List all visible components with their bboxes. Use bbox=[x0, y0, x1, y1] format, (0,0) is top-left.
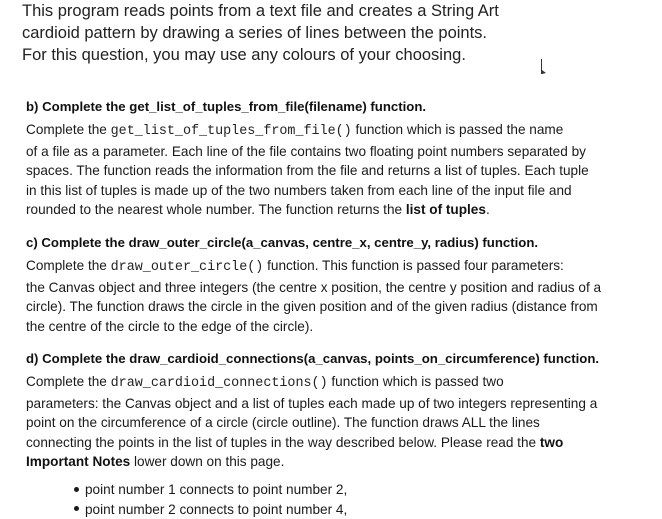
paragraph-line: of a file as a parameter. Each line of the file contains two floating point numbers separated by bbox=[26, 142, 589, 162]
text-run: function which is passed the name bbox=[352, 122, 564, 137]
list-item-text: point number 1 connects to point number 2, bbox=[85, 482, 347, 497]
bold-text: Important Notes bbox=[26, 454, 130, 469]
bold-text: two bbox=[540, 435, 563, 450]
bullet-icon bbox=[74, 487, 79, 492]
text-run: function which is passed two bbox=[328, 374, 504, 389]
section-b-paragraph bbox=[26, 120, 589, 220]
intro-line-2: cardioid pattern by drawing a series of lines between the points. bbox=[22, 22, 499, 44]
text-run: rounded to the nearest whole number. The function returns the bbox=[26, 202, 406, 217]
text-run: . bbox=[486, 202, 490, 217]
text-run: lower down on this page. bbox=[130, 454, 284, 469]
section-d-paragraph bbox=[26, 372, 599, 472]
paragraph-line: spaces. The function reads the information from the file and returns a list of tuples. Each tuple bbox=[26, 161, 589, 181]
text-run: Complete the bbox=[26, 122, 111, 137]
section-d bbox=[26, 350, 599, 472]
paragraph-line: circle). The function draws the circle in the given position and of the given radius (distance from bbox=[26, 297, 601, 317]
function-name-code: draw_cardioid_connections() bbox=[111, 376, 328, 391]
paragraph-line: point on the circumference of a circle (circle outline). The function draws ALL the lines bbox=[26, 413, 599, 433]
text-run: function. This function is passed four parameters: bbox=[263, 258, 563, 273]
list-item-text: point number 2 connects to point number 4, bbox=[85, 502, 347, 517]
function-name-code: get_list_of_tuples_from_file() bbox=[111, 124, 352, 139]
paragraph-line: the Canvas object and three integers (the centre x position, the centre y position and radius of a bbox=[26, 278, 601, 298]
function-name-code: draw_outer_circle() bbox=[111, 260, 264, 275]
intro-text bbox=[22, 0, 499, 66]
text-run: Complete the bbox=[26, 374, 111, 389]
bold-text: list of tuples bbox=[406, 202, 486, 217]
paragraph-line: parameters: the Canvas object and a list of tuples each made up of two integers representing a bbox=[26, 394, 599, 414]
text-run: connecting the points in the list of tuples in the way described below. Please read the bbox=[26, 435, 540, 450]
section-b bbox=[26, 98, 589, 220]
section-c bbox=[26, 234, 601, 336]
section-c-paragraph bbox=[26, 256, 601, 336]
intro-line-3: For this question, you may use any colours of your choosing. bbox=[22, 44, 499, 66]
list-item bbox=[74, 500, 347, 519]
list-item bbox=[74, 480, 347, 500]
bullet-list bbox=[74, 480, 347, 519]
section-c-heading: c) Complete the draw_outer_circle(a_canvas, centre_x, centre_y, radius) function. bbox=[26, 234, 601, 252]
section-b-heading: b) Complete the get_list_of_tuples_from_file(filename) function. bbox=[26, 98, 589, 116]
text-cursor-icon bbox=[539, 58, 549, 76]
bullet-icon bbox=[74, 506, 79, 511]
paragraph-line: in this list of tuples is made up of the two numbers taken from each line of the input file and bbox=[26, 181, 589, 201]
section-d-heading: d) Complete the draw_cardioid_connections(a_canvas, points_on_circumference) function. bbox=[26, 350, 599, 368]
intro-line-1: This program reads points from a text file and creates a String Art bbox=[22, 0, 499, 22]
paragraph-line: the centre of the circle to the edge of the circle). bbox=[26, 317, 601, 337]
text-run: Complete the bbox=[26, 258, 111, 273]
